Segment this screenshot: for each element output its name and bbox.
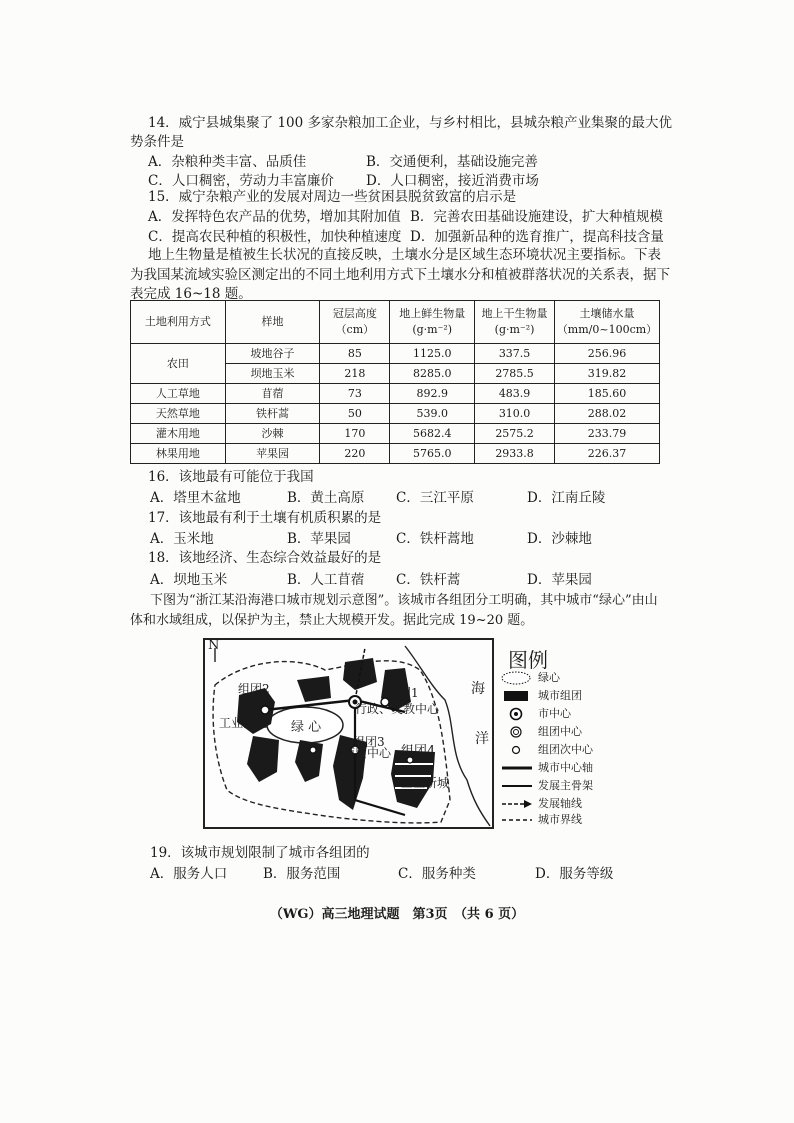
q14-option-d: D．人口稠密，接近消费市场 — [366, 173, 539, 189]
q18-option-a: A．坝地玉米 — [150, 572, 228, 588]
intro16-line2: 为我国某流域实验区测定出的不同土地利用方式下土壤水分和植被群落状况的关系表，据下 — [130, 267, 670, 283]
legend-label: 城市界线 — [538, 813, 582, 826]
cell-dry: 2933.8 — [475, 444, 555, 464]
header-soil-water: 土壤储水量 （mm/0~100cm） — [555, 301, 660, 344]
page-footer: （WG）高三地理试题 第3页 （共 6 页） — [269, 907, 525, 922]
q19-option-b: B．服务范围 — [263, 866, 341, 882]
development-axis-legend-icon — [498, 797, 534, 811]
cell-plot: 苜蓿 — [225, 384, 320, 404]
center-axis-legend-icon — [498, 761, 534, 775]
header-dry-biomass: 地上干生物量 (g·m⁻²) — [475, 301, 555, 344]
table-row — [131, 444, 660, 464]
q14-stem-line2: 势条件是 — [130, 134, 184, 150]
cell-water: 288.02 — [555, 404, 660, 424]
q16-option-a: A．塔里木盆地 — [150, 490, 241, 506]
intro16-line1: 地上生物量是植被生长状况的直接反映，土壤水分是区域生态环境状况主要指标。下表 — [148, 247, 661, 263]
cell-fresh: 5765.0 — [390, 444, 475, 464]
legend-label: 发展主骨架 — [538, 779, 593, 792]
legend-item — [496, 706, 626, 722]
q17-option-a: A．玉米地 — [150, 531, 214, 547]
legend-item — [496, 778, 626, 794]
cell-fresh: 1125.0 — [390, 344, 475, 364]
q14-stem-line1: 14．威宁县城集聚了 100 多家杂粮加工企业，与乡村相比，县城杂粮产业集聚的最大优 — [148, 115, 673, 131]
green-heart-legend-icon — [498, 671, 534, 685]
legend-label: 绿心 — [538, 671, 560, 684]
cell-dry: 310.0 — [475, 404, 555, 424]
q14-option-a: A．杂粮种类丰富、品质佳 — [148, 154, 307, 170]
group-center-marker — [261, 706, 269, 714]
q16-option-b: B．黄土高原 — [287, 490, 365, 506]
cell-height: 50 — [320, 404, 390, 424]
cell-height: 170 — [320, 424, 390, 444]
legend-item — [496, 742, 626, 758]
cell-height: 218 — [320, 364, 390, 384]
q19-stem: 19．该城市规划限制了城市各组团的 — [150, 845, 370, 861]
q19-option-d: D．服务等级 — [535, 866, 614, 882]
cell-fresh: 539.0 — [390, 404, 475, 424]
legend-title: 图例 — [508, 648, 548, 672]
city-group-west-area — [247, 736, 279, 782]
group1-label: 组团1 — [387, 686, 419, 700]
group3-label: 组团3 — [353, 735, 385, 749]
group-center-legend-icon — [498, 725, 534, 739]
legend-item — [496, 796, 626, 812]
table-header-row — [131, 301, 660, 344]
q15-option-c: C．提高农民种植的积极性，加快种植速度 — [148, 229, 402, 245]
q15-option-b: B．完善农田基础设施建设，扩大种植规模 — [410, 209, 663, 225]
city-group-top-area — [297, 676, 331, 702]
city-boundary-legend-icon — [498, 813, 534, 827]
sub-center-marker — [310, 747, 316, 753]
legend-label: 城市中心轴 — [538, 761, 593, 774]
group4-label: 组团4 — [401, 744, 436, 759]
cell-water: 226.37 — [555, 444, 660, 464]
city-center-legend-icon — [498, 707, 534, 721]
q18-option-d: D．苹果园 — [527, 572, 592, 588]
city-group-3-west-area — [295, 740, 323, 782]
cell-fresh: 8285.0 — [390, 364, 475, 384]
sub-center-legend-icon — [498, 743, 534, 757]
table-row — [131, 424, 660, 444]
city-group-legend-icon — [498, 689, 534, 703]
header-landuse: 土地利用方式 — [131, 301, 226, 344]
q18-option-b: B．人工苜蓿 — [287, 572, 365, 588]
cell-landuse: 天然草地 — [131, 404, 226, 424]
city-planning-map — [203, 638, 494, 829]
q16-option-d: D．江南丘陵 — [527, 490, 606, 506]
q17-option-b: B．苹果园 — [287, 531, 351, 547]
cell-water: 233.79 — [555, 424, 660, 444]
cell-plot: 坡地谷子 — [225, 344, 320, 364]
legend-label: 城市组团 — [538, 689, 582, 702]
q17-stem: 17．该地最有利于土壤有机质积累的是 — [148, 510, 382, 526]
q18-stem: 18．该地经济、生态综合效益最好的是 — [148, 550, 382, 566]
q17-option-c: C．铁杆蒿地 — [396, 531, 474, 547]
admin-center-label: 行政、文教中心 — [355, 702, 440, 716]
cell-dry: 2785.5 — [475, 364, 555, 384]
trade-center-label: 商贸中心 — [343, 746, 392, 760]
table-row — [131, 344, 660, 364]
cell-plot: 坝地玉米 — [225, 364, 320, 384]
cell-landuse: 灌木用地 — [131, 424, 226, 444]
cell-height: 73 — [320, 384, 390, 404]
legend-item — [496, 724, 626, 740]
industrial-base-label: 工业基地 — [219, 716, 268, 730]
legend-label: 组团次中心 — [538, 743, 593, 756]
legend-label: 市中心 — [538, 707, 571, 720]
sea-label-2: 洋 — [475, 731, 489, 747]
q19-option-a: A．服务人口 — [150, 866, 228, 882]
cell-plot: 铁杆蒿 — [225, 404, 320, 424]
intro16-line3: 表完成 16~18 题。 — [130, 286, 252, 302]
cell-height: 85 — [320, 344, 390, 364]
cell-fresh: 5682.4 — [390, 424, 475, 444]
soil-vegetation-table — [130, 300, 660, 464]
q15-stem: 15．威宁杂粮产业的发展对周边一些贫困县脱贫致富的启示是 — [148, 189, 517, 205]
cell-landuse: 林果用地 — [131, 444, 226, 464]
intro19-line1: 下图为“浙江某沿海港口城市规划示意图”。该城市各组团分工明确，其中城市“绿心”由山 — [150, 593, 658, 608]
q19-option-c: C．服务种类 — [398, 866, 476, 882]
group2-label: 组团2 — [238, 682, 270, 696]
cell-landuse: 人工草地 — [131, 384, 226, 404]
cell-water: 185.60 — [555, 384, 660, 404]
legend-item — [496, 812, 626, 828]
cell-plot: 沙棘 — [225, 424, 320, 444]
legend-label: 发展轴线 — [538, 797, 582, 810]
legend-item — [496, 760, 626, 776]
header-plot: 样地 — [225, 301, 320, 344]
header-fresh-biomass: 地上鲜生物量 (g·m⁻²) — [390, 301, 475, 344]
legend-item — [496, 670, 626, 686]
q15-option-a: A．发挥特色农产品的优势，增加其附加值 — [148, 209, 401, 225]
map-graphic — [205, 640, 492, 827]
legend-item — [496, 688, 626, 704]
cell-dry: 2575.2 — [475, 424, 555, 444]
cell-water: 256.96 — [555, 344, 660, 364]
table-row — [131, 384, 660, 404]
map-legend — [496, 640, 626, 830]
q17-option-d: D．沙棘地 — [527, 531, 592, 547]
green-heart-label: 绿 心 — [291, 720, 322, 735]
cell-dry: 483.9 — [475, 384, 555, 404]
intro19-line2: 体和水域组成，以保护为主，禁止大规模开发。据此完成 19~20 题。 — [130, 613, 534, 628]
q15-option-d: D．加强新品种的选育推广，提高科技含量 — [410, 229, 664, 245]
q18-option-c: C．铁杆蒿 — [396, 572, 461, 588]
sea-label-1: 海 — [471, 681, 485, 697]
cell-fresh: 892.9 — [390, 384, 475, 404]
q14-option-b: B．交通便利，基础设施完善 — [366, 154, 538, 170]
legend-label: 组团中心 — [538, 725, 582, 738]
q16-stem: 16．该地最有可能位于我国 — [148, 469, 314, 485]
cell-height: 220 — [320, 444, 390, 464]
q16-option-c: C．三江平原 — [396, 490, 474, 506]
north-label: N — [208, 638, 220, 653]
cell-dry: 337.5 — [475, 344, 555, 364]
cell-plot: 苹果园 — [225, 444, 320, 464]
q14-option-c: C．人口稠密，劳动力丰富廉价 — [148, 173, 334, 189]
cell-water: 319.82 — [555, 364, 660, 384]
cell-landuse: 农田 — [131, 344, 226, 384]
new-town-label: 工业新城 — [401, 776, 450, 790]
header-height: 冠层高度 （cm） — [320, 301, 390, 344]
main-framework-legend-icon — [498, 779, 534, 793]
table-row — [131, 404, 660, 424]
